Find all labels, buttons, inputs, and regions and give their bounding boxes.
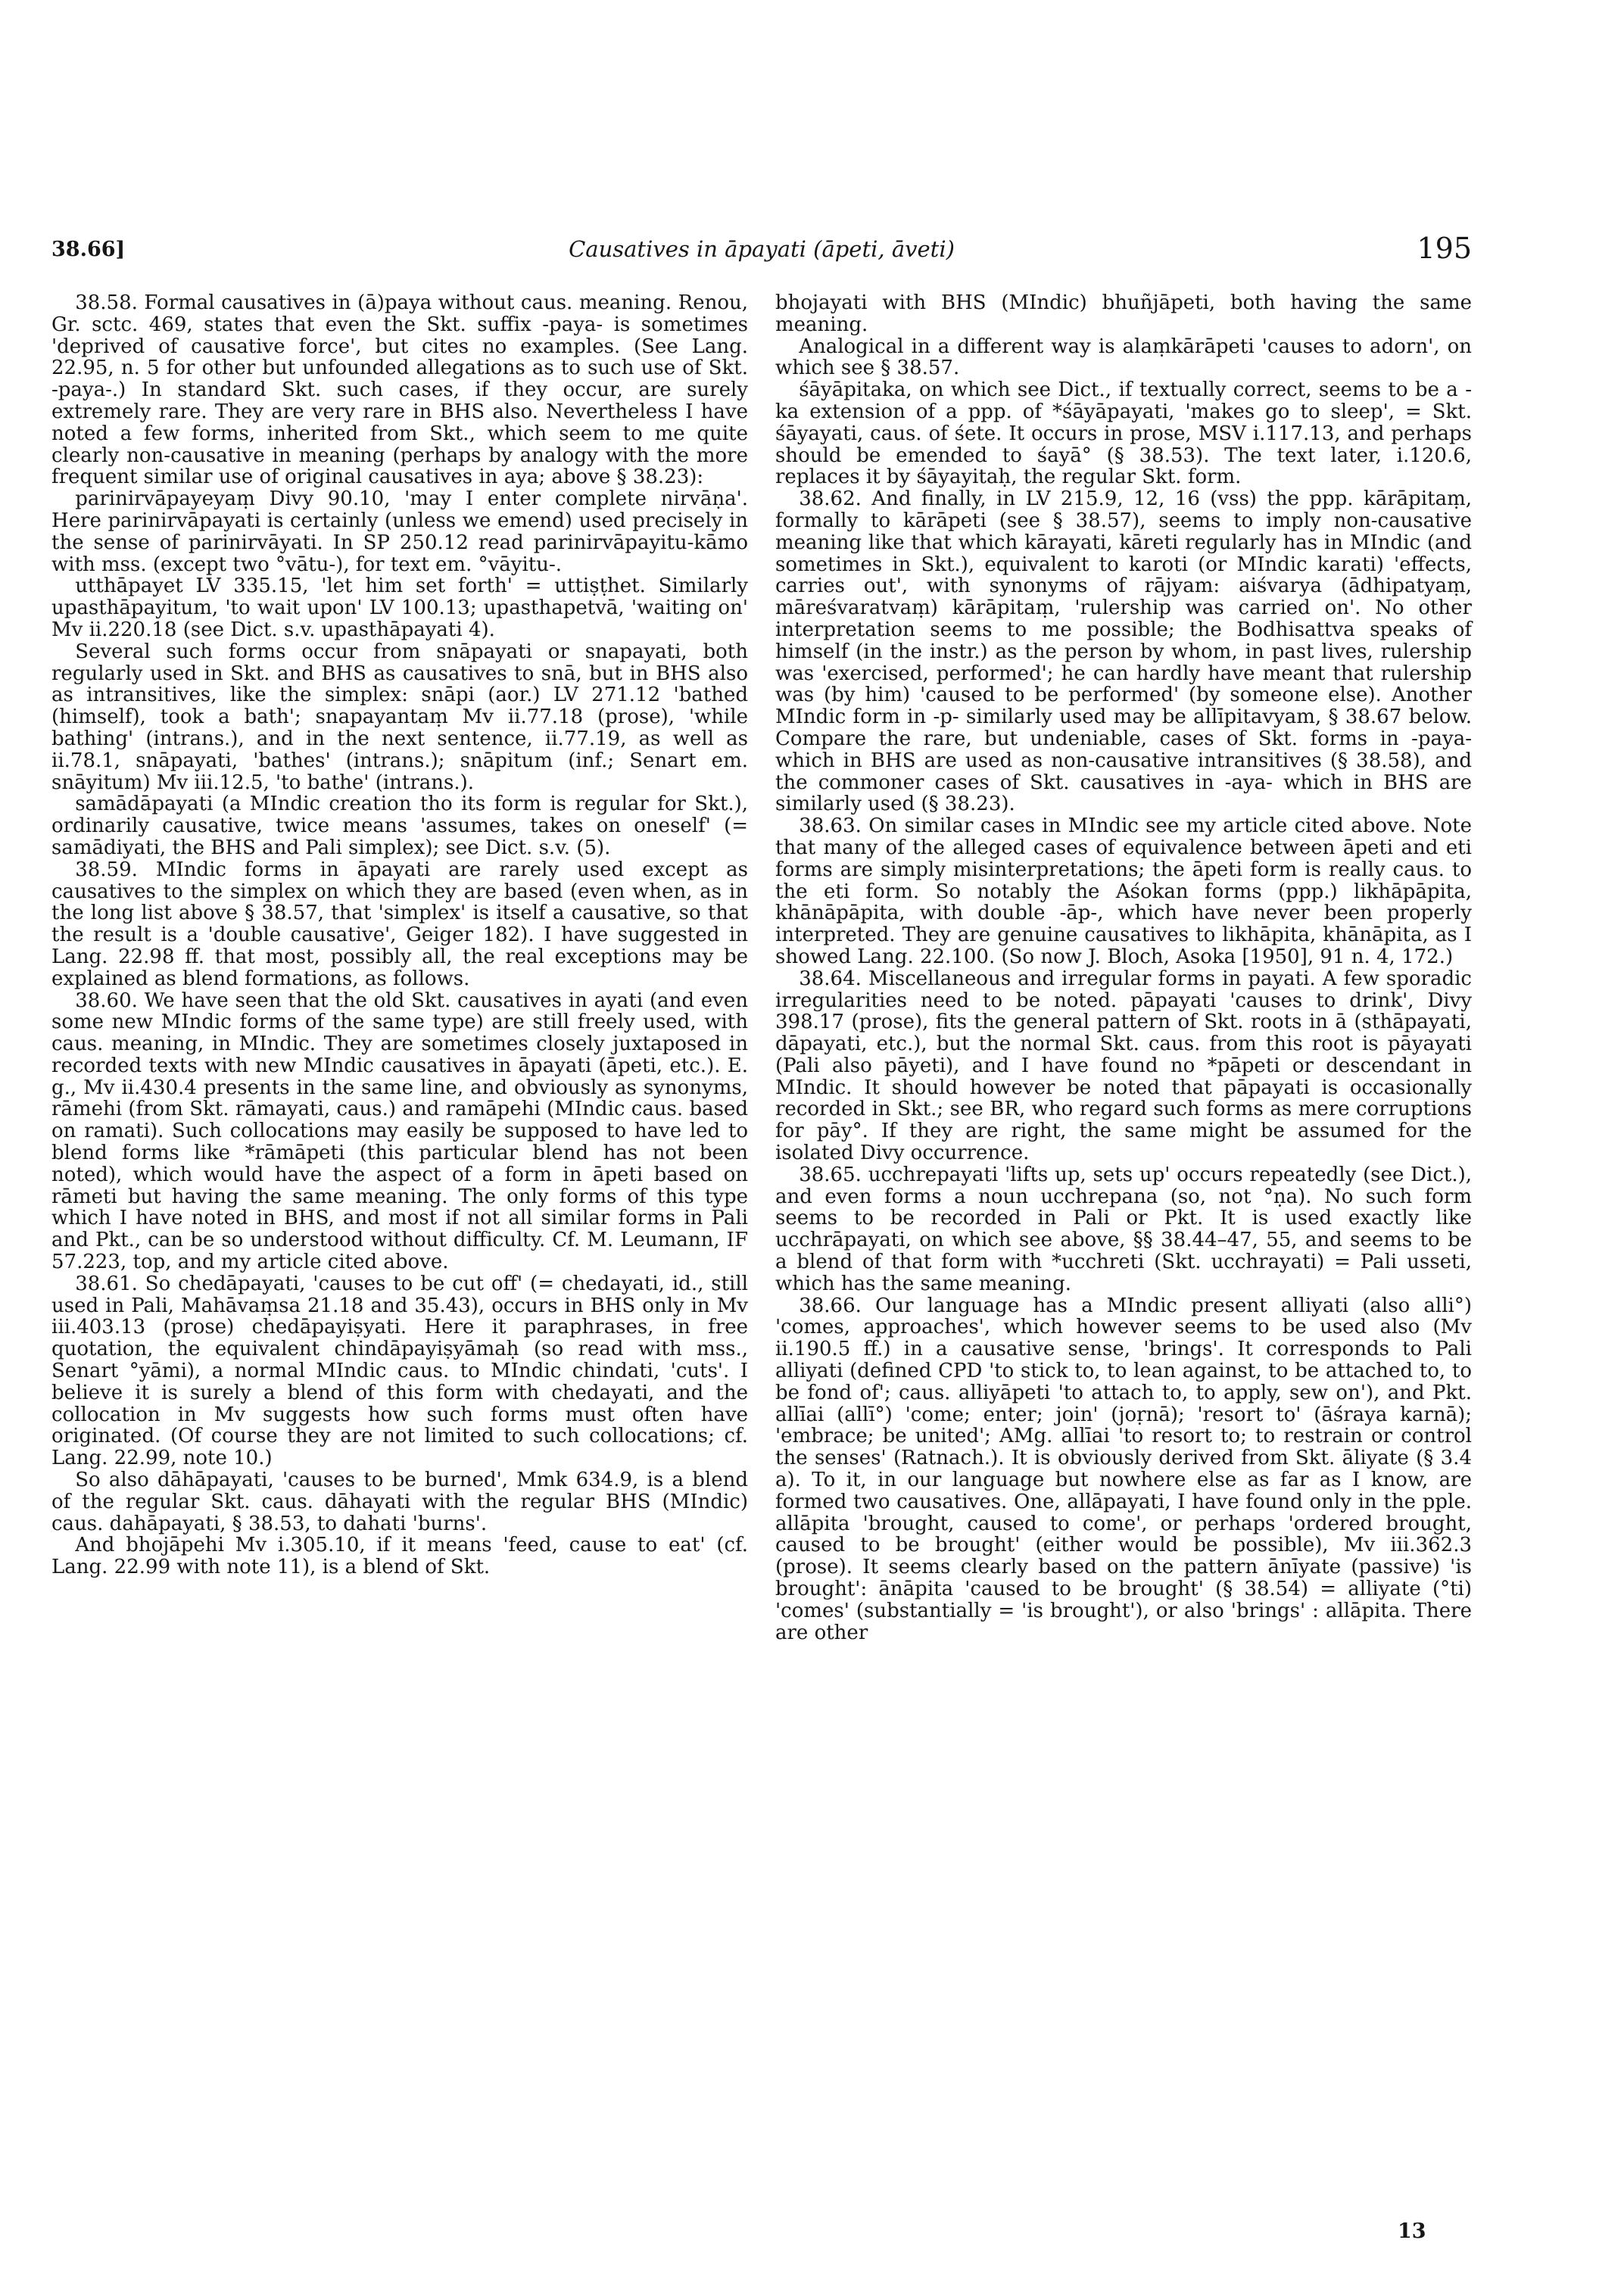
- paragraph-38-64: 38.64. Miscellaneous and irregular forms in payati. A few sporadic irregularities need to be noted. pāpayati 'causes to drink', Divy 398.17 (prose), fits the general pattern of Skt. roots in ā (sthāpayati, dāpayati, etc.), but the normal Skt. caus. from this root is pāyayati (Pali also pāyeti), and I have found no *pāpeti or descendant in MIndic. It should however be noted that pāpayati is occasionally recorded in Skt.; see BR, who regard such forms as mere corruptions for pāy°. If they are right, the same might be assumed for the isolated Divy occurrence.: [775, 967, 1472, 1165]
- paragraph-38-61: 38.61. So chedāpayati, 'causes to be cut off' (= chedayati, id., still used in Pali, Mahāvaṃsa 21.18 and 35.43), occurs in BHS only in Mv iii.403.13 (prose) chedāpayiṣyati. Here it paraphrases, in free quotation, the equivalent chindāpayiṣyāmaḥ (so read with mss., Senart °yāmi), a normal MIndic caus. to MIndic chindati, 'cuts'. I believe it is surely a blend of this form with chedayati, and the collocation in Mv suggests how such forms must often have originated. (Of course they are not limited to such collocations; cf. Lang. 22.99, note 10.): [51, 1272, 748, 1470]
- page-number: 195: [1417, 232, 1472, 265]
- paragraph-38-66: 38.66. Our language has a MIndic present alliyati (also alli°) 'comes, approaches', which however seems to be used also (Mv ii.190.5 ff.) in a causative sense, 'brings'. It corresponds to Pali alliyati (defined CPD 'to stick to, to lean against, to be attached to, to be fond of'; caus. alliyāpeti 'to attach to, to apply, sew on'), and Pkt. allīai (allī°) 'come; enter; join' (joṛnā); 'resort to' (āśraya karnā); 'embrace; be united'; AMg. allīai 'to resort to; to restrain or control the senses' (Ratnach.). It is obviously derived from Skt. āliyate (§ 3.4 a). To it, in our language but nowhere else as far as I know, are formed two causatives. One, allāpayati, I have found only in the pple. allāpita 'brought, caused to come', or perhaps 'ordered brought, caused to be brought' (either would be possible), Mv iii.362.3 (prose). It seems clearly based on the pattern ānīyate (passive) 'is brought': ānāpita 'caused to be brought' (§ 38.54) = alliyate (°ti) 'comes' (substantially = 'is brought'), or also 'brings' : allāpita. There are other: [775, 1294, 1472, 1644]
- paragraph-bhojapehi: And bhojāpehi Mv i.305.10, if it means 'feed, cause to eat' (cf. Lang. 22.99 with note 11), is a blend of Skt.: [51, 1534, 748, 1579]
- paragraph-alamkarapeti: Analogical in a different way is alaṃkārāpeti 'causes to adorn', on which see § 38.57.: [775, 335, 1472, 380]
- paragraph-utthapayet: utthāpayet LV 335.15, 'let him set forth' = uttiṣṭhet. Similarly upasthāpayitum, 'to wait upon' LV 100.13; upasthapetvā, 'waiting on' Mv ii.220.18 (see Dict. s.v. upasthāpayati 4).: [51, 575, 748, 641]
- page-header: [51, 233, 1472, 268]
- paragraph-samadapayati: samādāpayati (a MIndic creation tho its form is regular for Skt.), ordinarily causative, twice means 'assumes, takes on oneself' (= samādiyati, the BHS and Pali simplex); see Dict. s.v. (5).: [51, 793, 748, 859]
- running-title: Causatives in āpayati (āpeti, āveti): [569, 236, 955, 262]
- left-column: [51, 292, 748, 1578]
- right-column: [775, 292, 1472, 1643]
- paragraph-38-63: 38.63. On similar cases in MIndic see my article cited above. Note that many of the alleged cases of equivalence between āpeti and eti forms are simply misinterpretations; the āpeti form is really caus. to the eti form. So notably the Aśokan forms (ppp.) likhāpāpita, khānāpāpita, with double -āp-, which have never been properly interpreted. They are genuine causatives to likhāpita, khānāpita, as I showed Lang. 22.100. (So now J. Bloch, Asoka [1950], 91 n. 4, 172.): [775, 815, 1472, 968]
- paragraph-sayapitaka: śāyāpitaka, on which see Dict., if textually correct, seems to be a -ka extension of a ppp. of *śāyāpayati, 'makes go to sleep', = Skt. śāyayati, caus. of śete. It occurs in prose, MSV i.117.13, and perhaps should be emended to śayā° (§ 38.53). The text later, i.120.6, replaces it by śāyayitaḥ, the regular Skt. form.: [775, 379, 1472, 489]
- paragraph-38-59: 38.59. MIndic forms in āpayati are rarely used except as causatives to the simplex on which they are based (even when, as in the long list above § 38.57, that 'simplex' is itself a causative, so that the result is a 'double causative', Geiger 182). I have suggested in Lang. 22.98 ff. that most, possibly all, the real exceptions may be explained as blend formations, as follows.: [51, 858, 748, 990]
- paragraph-38-60: 38.60. We have seen that the old Skt. causatives in ayati (and even some new MIndic forms of the same type) are still freely used, with caus. meaning, in MIndic. They are sometimes closely juxtaposed in recorded texts with new MIndic causatives in āpayati (āpeti, etc.). E. g., Mv ii.430.4 presents in the same line, and obviously as synonyms, rāmehi (from Skt. rāmayati, caus.) and ramāpehi (MIndic caus. based on ramati). Such collocations may easily be supposed to have led to blend forms like *rāmāpeti (this particular blend has not been noted), which would have the aspect of a form in āpeti based on rāmeti but having the same meaning. The only forms of this type which I have noted in BHS, and most if not all similar forms in Pali and Pkt., can be so understood without difficulty. Cf. M. Leumann, IF 57.223, top, and my article cited above.: [51, 989, 748, 1274]
- paragraph-bhojayati-cont: bhojayati with BHS (MIndic) bhuñjāpeti, both having the same meaning.: [775, 291, 1472, 336]
- paragraph-38-65: 38.65. ucchrepayati 'lifts up, sets up' occurs repeatedly (see Dict.), and even forms a noun ucchrepana (so, not °ṇa). No such form seems to be recorded in Pali or Pkt. It is used exactly like ucchrāpayati, on which see above, §§ 38.44–47, 55, and seems to be a blend of that form with *ucchreti (Skt. ucchrayati) = Pali usseti, which has the same meaning.: [775, 1163, 1472, 1295]
- paragraph-dahapayati: So also dāhāpayati, 'causes to be burned', Mmk 634.9, is a blend of the regular Skt. caus. dāhayati with the regular BHS (MIndic) caus. dahāpayati, § 38.53, to dahati 'burns'.: [51, 1469, 748, 1535]
- paragraph-38-58: 38.58. Formal causatives in (ā)paya without caus. meaning. Renou, Gr. sctc. 469, states that even the Skt. suffix -paya- is sometimes 'deprived of causative force', but cites no examples. (See Lang. 22.95, n. 5 for other but unfounded allegations as to such use of Skt. -paya-.) In standard Skt. such cases, if they occur, are surely extremely rare. They are very rare in BHS also. Nevertheless I have noted a few forms, inherited from Skt., which seem to me quite clearly non-causative in meaning (perhaps by analogy with the more frequent similar use of original causatives in aya; above § 38.23):: [51, 291, 748, 489]
- signature-mark: 13: [1398, 2220, 1426, 2243]
- paragraph-38-62: 38.62. And finally, in LV 215.9, 12, 16 (vss) the ppp. kārāpitaṃ, formally to kārāpeti (see § 38.57), seems to imply non-causative meaning like that which kārayati, kāreti regularly has in MIndic (and sometimes in Skt.), equivalent to karoti (or MIndic karati) 'effects, carries out', with synonyms of rājyam: aiśvarya (ādhipatyaṃ, māreśvaratvaṃ) kārāpitaṃ, 'rulership was carried on'. No other interpretation seems to me possible; the Bodhisattva speaks of himself (in the instr.) as the person by whom, in past lives, rulership was 'exercised, performed'; he can hardly have meant that rulership was (by him) 'caused to be performed' (by someone else). Another MIndic form in -p- similarly used may be allīpitavyam, § 38.67 below. Compare the rare, but undeniable, cases of Skt. forms in -paya- which in BHS are used as non-causative intransitives (§ 38.58), and the commoner cases of Skt. causatives in -aya- which in BHS are similarly used (§ 38.23).: [775, 488, 1472, 816]
- section-reference: 38.66]: [51, 238, 126, 261]
- paragraph-snapayati: Several such forms occur from snāpayati or snapayati, both regularly used in Skt. and BHS as causatives to snā, but in BHS also as intransitives, like the simplex: snāpi (aor.) LV 271.12 'bathed (himself), took a bath'; snapayantaṃ Mv ii.77.18 (prose), 'while bathing' (intrans.), and in the next sentence, ii.77.19, as well as ii.78.1, snāpayati, 'bathes' (intrans.); snāpitum (inf.; Senart em. snāyitum) Mv iii.12.5, 'to bathe' (intrans.).: [51, 640, 748, 794]
- paragraph-parinirvapayeyam: parinirvāpayeyaṃ Divy 90.10, 'may I enter complete nirvāṇa'. Here parinirvāpayati is certainly (unless we emend) used precisely in the sense of parinirvāyati. In SP 250.12 read parinirvāpayitu-kāmo with mss. (except two °vātu-), for text em. °vāyitu-.: [51, 488, 748, 576]
